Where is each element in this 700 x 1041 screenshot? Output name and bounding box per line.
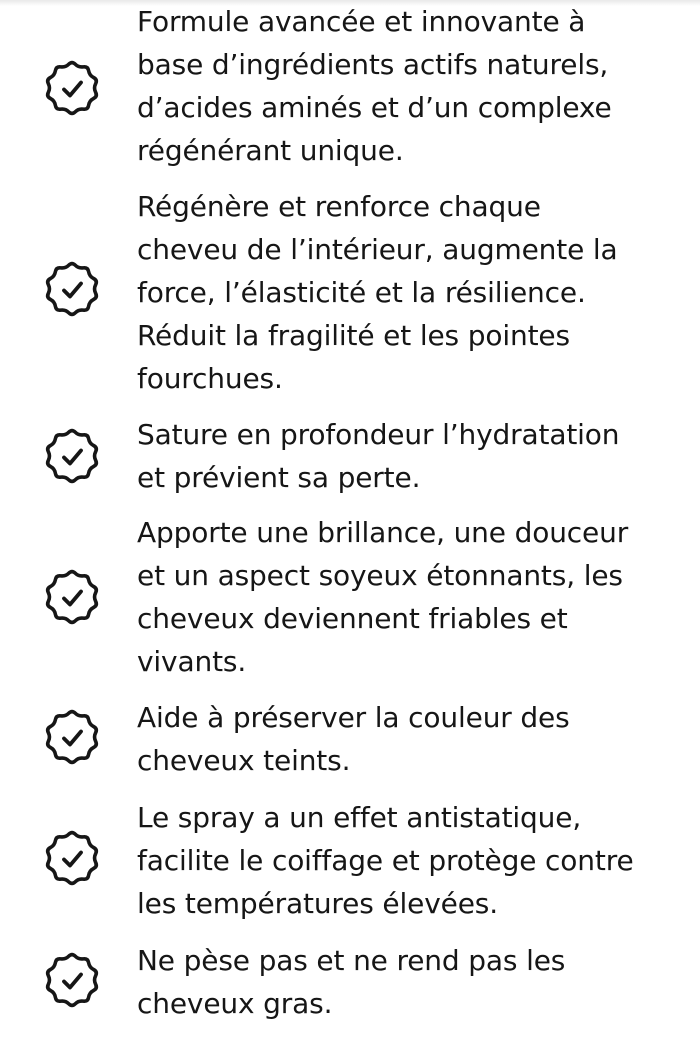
feature-text-line: cheveu de l’intérieur, augmente la <box>137 233 618 266</box>
feature-text-line: et un aspect soyeux étonnants, les <box>137 559 623 592</box>
feature-text <box>137 185 682 400</box>
badge-outline <box>48 955 97 1006</box>
badge-outline <box>48 572 97 623</box>
feature-text-line: les températures élevées. <box>137 887 498 920</box>
checkmark <box>64 284 81 297</box>
feature-text <box>137 511 682 683</box>
check-badge-icon <box>40 424 104 488</box>
feature-text-line: régénérant unique. <box>137 134 404 167</box>
feature-text-line: facilite le coiffage et protège contre <box>137 844 634 877</box>
feature-text-line: Régénère et renforce chaque <box>137 190 541 223</box>
feature-text <box>137 413 682 499</box>
check-badge-icon <box>40 257 104 321</box>
feature-text-line: Le spray a un effet antistatique, <box>137 801 582 834</box>
check-badge-icon <box>40 948 104 1012</box>
badge-outline <box>48 833 97 884</box>
feature-text <box>137 939 682 1025</box>
feature-text-line: fourchues. <box>137 362 283 395</box>
check-badge-icon <box>40 705 104 769</box>
feature-text-line: Réduit la fragilité et les pointes <box>137 319 570 352</box>
feature-text-line: force, l’élasticité et la résilience. <box>137 276 586 309</box>
checkmark <box>64 592 81 605</box>
feature-text-line: vivants. <box>137 645 247 678</box>
check-badge-icon <box>40 826 104 890</box>
checkmark <box>64 853 81 866</box>
feature-text-line: cheveux deviennent friables et <box>137 602 568 635</box>
feature-text-line: cheveux teints. <box>137 744 351 777</box>
badge-outline <box>48 63 97 114</box>
checkmark <box>64 975 81 988</box>
check-badge-icon <box>40 56 104 120</box>
feature-text-line: Formule avancée et innovante à <box>137 5 586 38</box>
badge-outline <box>48 431 97 482</box>
badge-outline <box>48 264 97 315</box>
checkmark <box>64 83 81 96</box>
feature-text <box>137 696 682 782</box>
badge-outline <box>48 712 97 763</box>
feature-text <box>137 796 682 925</box>
feature-text-line: Apporte une brillance, une douceur <box>137 516 629 549</box>
feature-text-line: cheveux gras. <box>137 987 333 1020</box>
feature-text-line: Sature en profondeur l’hydratation <box>137 418 620 451</box>
check-badge-icon <box>40 565 104 629</box>
feature-text-line: base d’ingrédients actifs naturels, <box>137 48 609 81</box>
feature-text-line: et prévient sa perte. <box>137 461 421 494</box>
checkmark <box>64 732 81 745</box>
feature-text-line: Aide à préserver la couleur des <box>137 701 570 734</box>
feature-text-line: Ne pèse pas et ne rend pas les <box>137 944 566 977</box>
feature-text-line: d’acides aminés et d’un complexe <box>137 91 612 124</box>
checkmark <box>64 451 81 464</box>
feature-text <box>137 0 682 172</box>
